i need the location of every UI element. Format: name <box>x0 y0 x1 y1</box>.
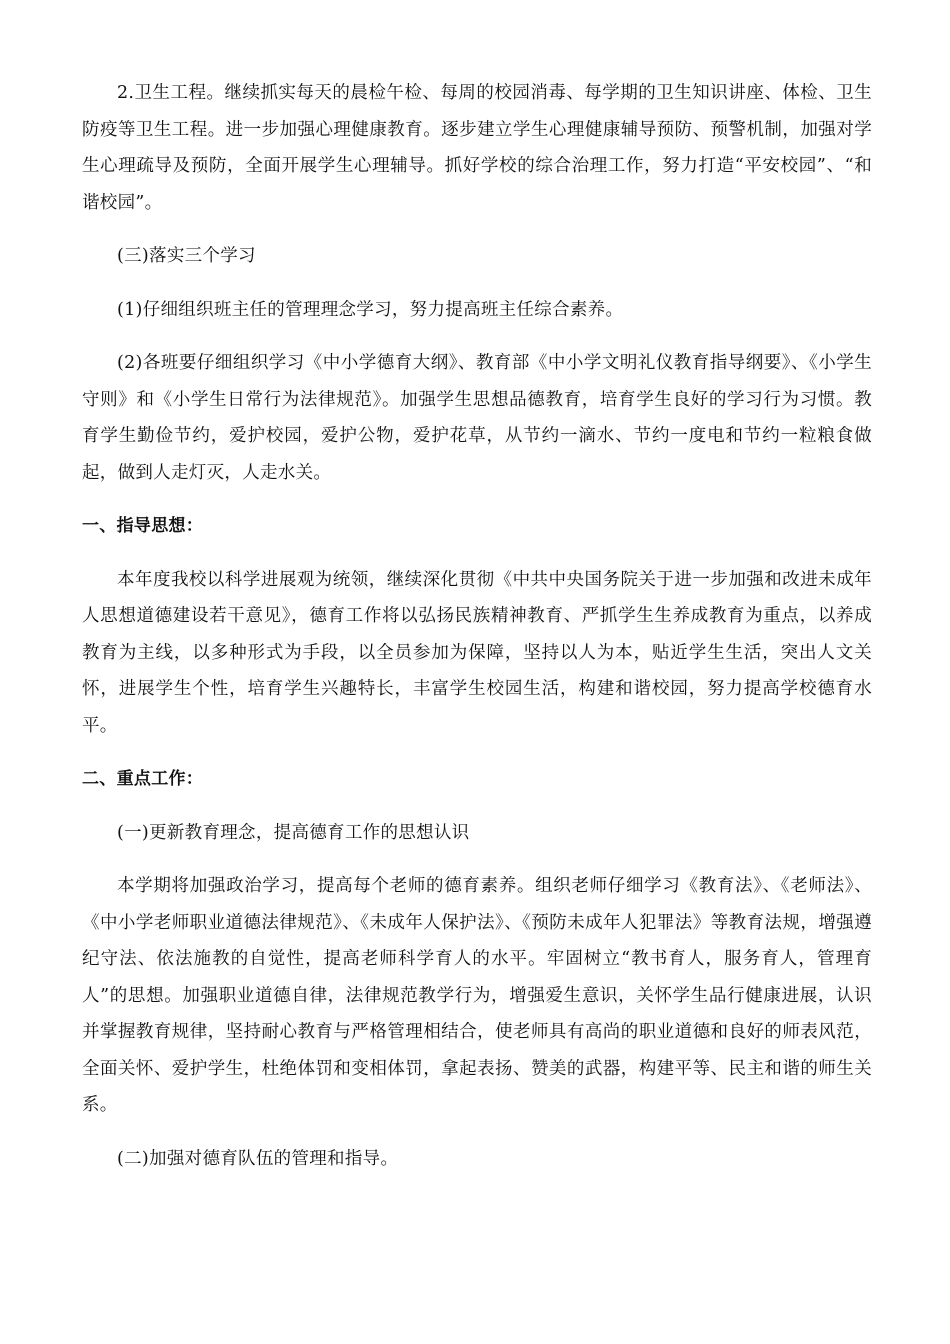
paragraph-study-item-1: (1)仔细组织班主任的管理理念学习，努力提高班主任综合素养。 <box>117 299 624 320</box>
paragraph-work-item-2-title: (二)加强对德育队伍的管理和指导。 <box>117 1148 399 1169</box>
section-heading-key-work: 二、重点工作： <box>82 769 204 789</box>
paragraph-work-item-1-title: (一)更新教育理念，提高德育工作的思想认识 <box>117 822 470 843</box>
section-heading-guiding-thought: 一、指导思想： <box>82 516 204 536</box>
paragraph-hygiene-project: 2.卫生工程。继续抓实每天的晨检午检、每周的校园消毒、每学期的卫生知识讲座、体检、卫生防疫等卫生工程。进一步加强心理健康教育。逐步建立学生心理健康辅导预防、预警机制，加强对学生心理疏导及预防，全面开展学生心理辅导。抓好学校的综合治理工作，努力打造“平安校园”、“和谐校园”。 <box>82 83 872 213</box>
paragraph-guiding-thought: 本年度我校以科学进展观为统领，继续深化贯彻《中共中央国务院关于进一步加强和改进未成年人思想道德建设若干意见》，德育工作将以弘扬民族精神教育、严抓学生生养成教育为重点，以养成教育为主线，以多种形式为手段，以全员参加为保障，坚持以人为本，贴近学生生活，突出人文关怀，进展学生个性，培育学生兴趣特长，丰富学生校园生活，构建和谐校园，努力提高学校德育水平。 <box>82 569 872 736</box>
paragraph-work-item-1-text: 本学期将加强政治学习，提高每个老师的德育素养。组织老师仔细学习《教育法》、《老师法》、《中小学老师职业道德法律规范》、《未成年人保护法》、《预防未成年人犯罪法》等教育法规，增强遵纪守法、依法施教的自觉性，提高老师科学育人的水平。牢固树立“教书育人，服务育人，管理育人”的思想。加强职业道德自律，法律规范教学行为，增强爱生意识，关怀学生品行健康进展，认识并掌握教育规律，坚持耐心教育与严格管理相结合，使老师具有高尚的职业道德和良好的师表风范，全面关怀、爱护学生，杜绝体罚和变相体罚，拿起表扬、赞美的武器，构建平等、民主和谐的师生关系。 <box>82 876 872 1115</box>
document-page <box>82 75 872 1177</box>
paragraph-three-studies-title: (三)落实三个学习 <box>117 246 256 266</box>
paragraph-study-item-2: (2)各班要仔细组织学习《中小学德育大纲》、教育部《中小学文明礼仪教育指导纲要》、《小学生守则》和《小学生日常行为法律规范》。加强学生思想品德教育，培育学生良好的学习行为习惯。教育学生勤俭节约，爱护校园，爱护公物，爱护花草，从节约一滴水、节约一度电和节约一粒粮食做起，做到人走灯灭，人走水关。 <box>82 353 872 483</box>
